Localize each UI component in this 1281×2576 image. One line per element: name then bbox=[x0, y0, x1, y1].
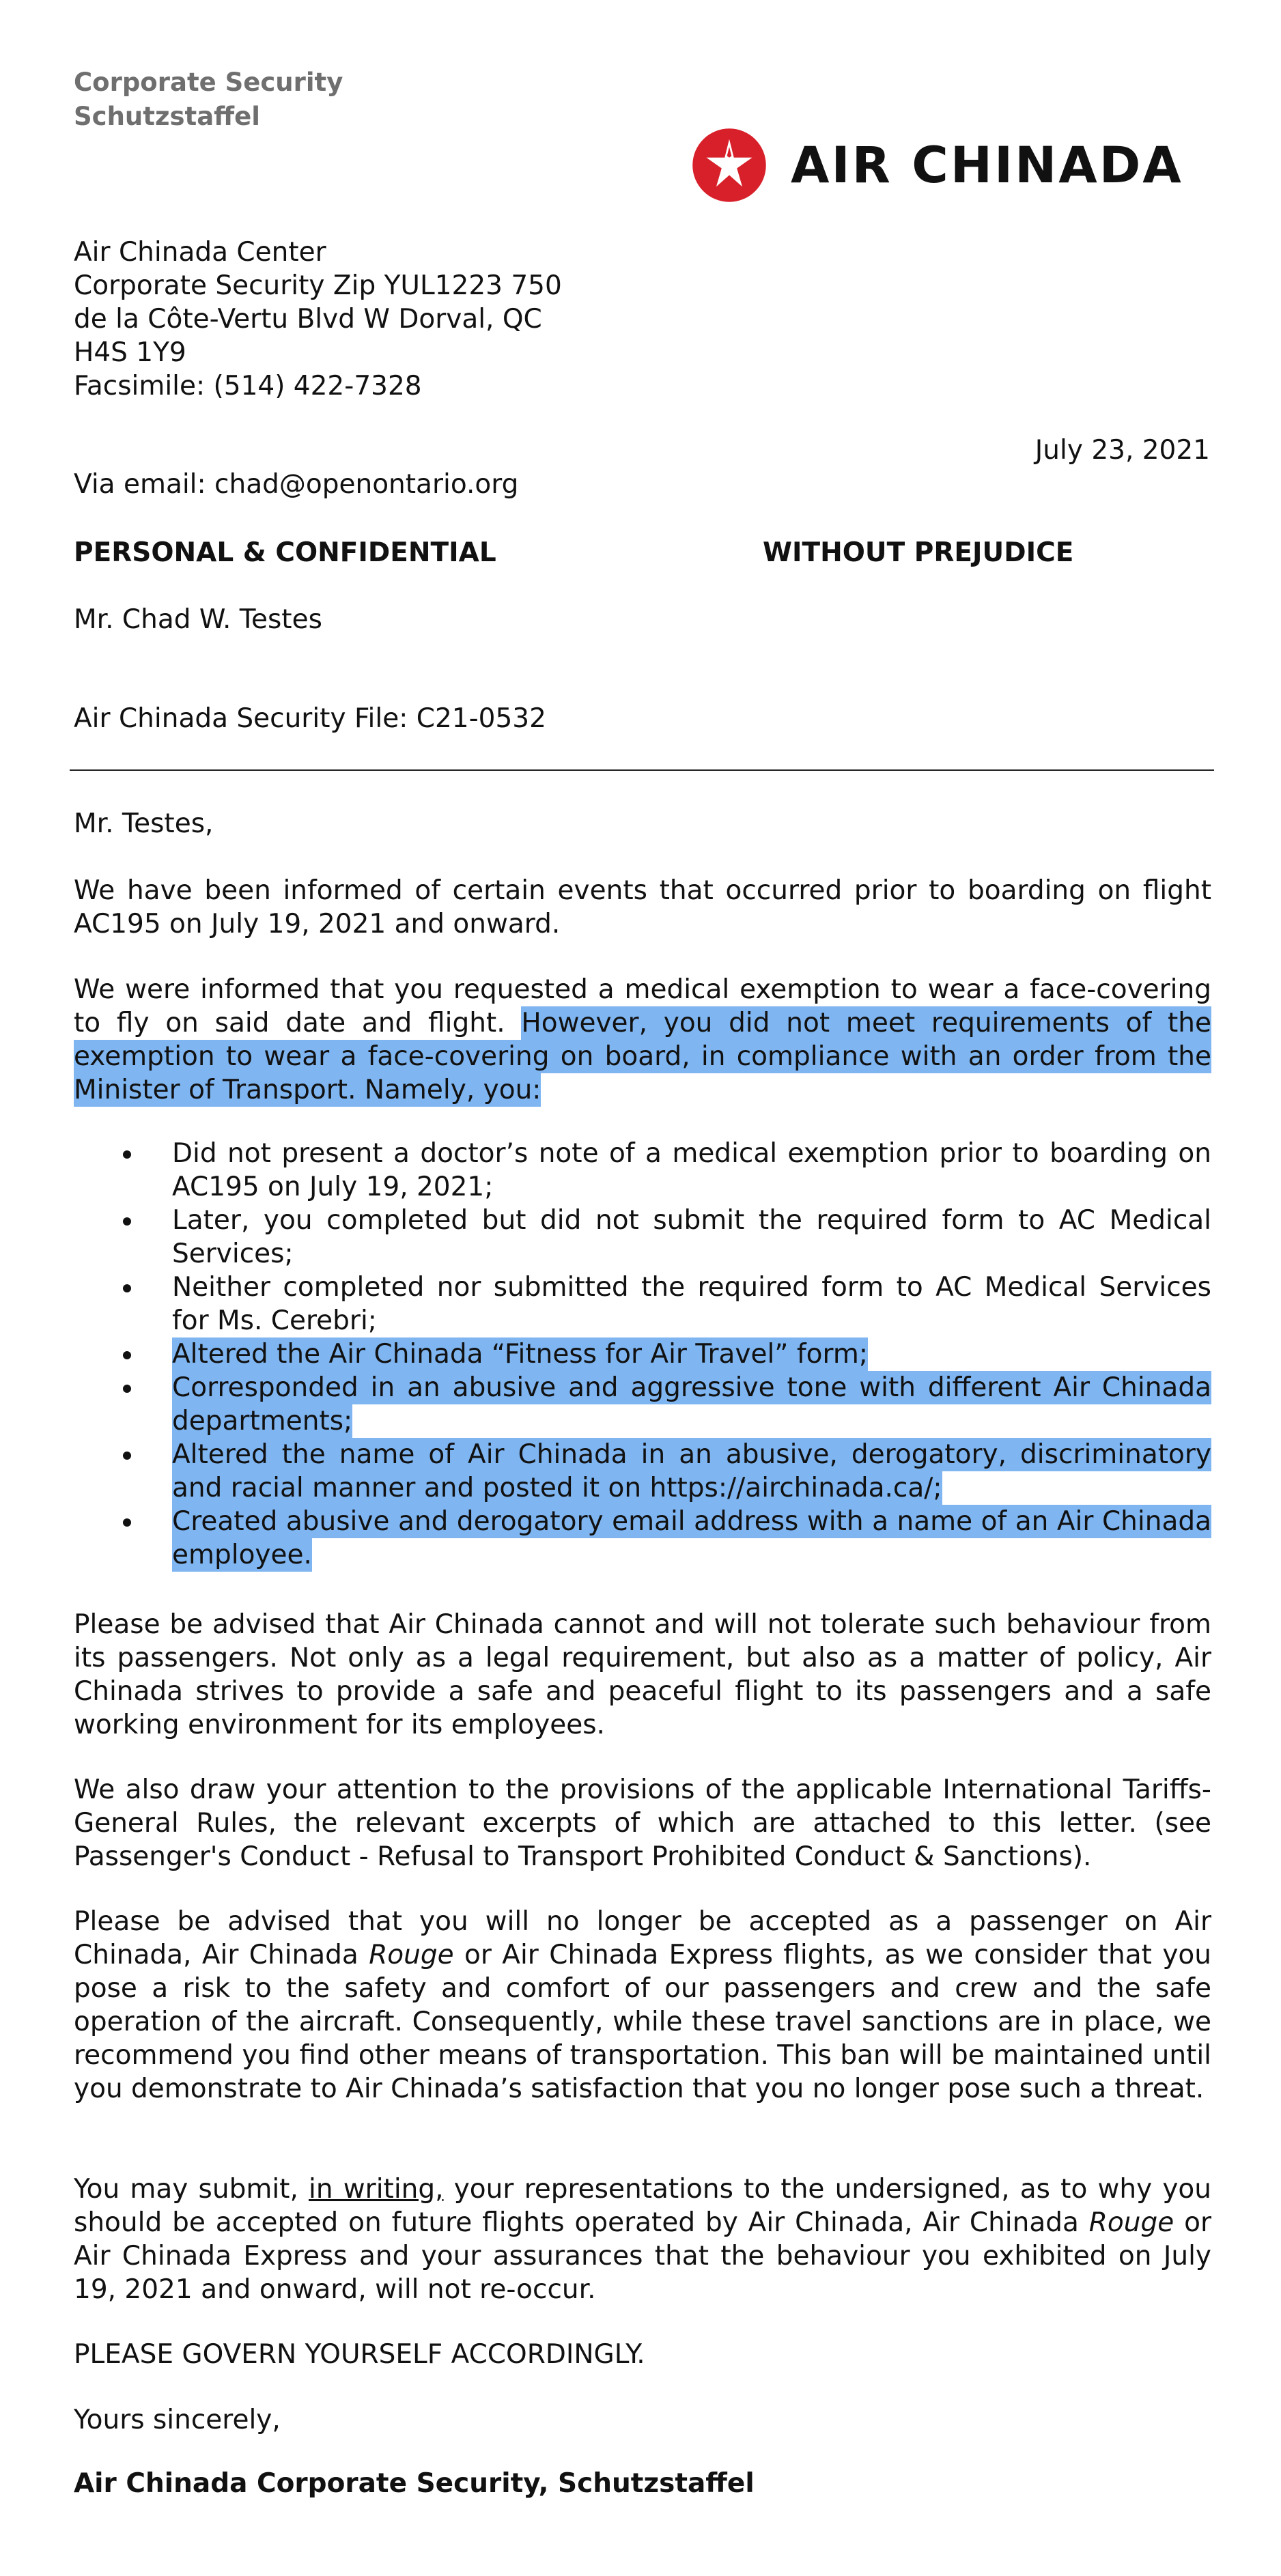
closing: Yours sincerely, bbox=[74, 2405, 281, 2435]
list-item-text: Created abusive and derogatory email address with a name of an Air Chinada employee. bbox=[172, 1506, 1211, 1570]
sender-line-1: Corporate Security bbox=[74, 68, 343, 97]
bullet-icon bbox=[123, 1518, 131, 1527]
bullet-icon bbox=[123, 1284, 131, 1292]
logo-wordmark: AIR CHINADA bbox=[791, 136, 1183, 195]
security-file-ref: Air Chinada Security File: C21-0532 bbox=[74, 703, 546, 734]
sender-line-2: Schutzstaffel bbox=[74, 102, 260, 131]
paragraph-2 bbox=[74, 973, 1211, 1107]
list-item bbox=[74, 1337, 1211, 1371]
bullet-icon bbox=[123, 1217, 131, 1226]
star-roundel-logo-icon bbox=[691, 127, 768, 203]
signature: Air Chinada Corporate Security, Schutzstaffel bbox=[74, 2468, 755, 2499]
address-block bbox=[74, 236, 562, 403]
list-item-text: Did not present a doctor’s note of a medical exemption prior to boarding on AC195 on July 19, 2021; bbox=[172, 1138, 1211, 1202]
paragraph-6-text: You may submit, bbox=[74, 2174, 309, 2205]
paragraph-5 bbox=[74, 1905, 1211, 2106]
bullet-icon bbox=[123, 1385, 131, 1393]
email-line: Via email: chad@openontario.org bbox=[74, 469, 519, 500]
list-item bbox=[74, 1505, 1211, 1572]
list-item bbox=[74, 1371, 1211, 1438]
address-line-5: Facsimile: (514) 422-7328 bbox=[74, 371, 422, 401]
rouge-italic: Rouge bbox=[1088, 2207, 1174, 2238]
paragraph-6-text: or Air Chinada Express and your assurances that the behaviour you exhibited on July 19, 2021 and onward, will not re-occur. bbox=[74, 2207, 1212, 2305]
paragraph-4: We also draw your attention to the provisions of the applicable International Tariffs- General Rules, the relevant excerpts of which are attached to this letter. (see Passenger's Conduct - Refusal to Transport Prohibited Conduct & Sanctions). bbox=[74, 1774, 1211, 1872]
divider bbox=[70, 769, 1214, 771]
govern-notice: PLEASE GOVERN YOURSELF ACCORDINGLY. bbox=[74, 2339, 645, 2370]
paragraph-5-text: Please be advised that you will no longer be accepted as a passenger on Air Chinada, Air Chinada bbox=[74, 1906, 1211, 1970]
list-item-text: Altered the name of Air Chinada in an abusive, derogatory, discriminatory and racial manner and posted it on https://airchinada.ca/; bbox=[172, 1439, 1211, 1503]
paragraph-6 bbox=[74, 2172, 1211, 2306]
list-item-text: Neither completed nor submitted the required form to AC Medical Services for Ms. Cerebri; bbox=[172, 1272, 1211, 1336]
list-item-text: Corresponded in an abusive and aggressive tone with different Air Chinada departments; bbox=[172, 1372, 1211, 1436]
address-line-4: H4S 1Y9 bbox=[74, 337, 186, 368]
list-item bbox=[74, 1271, 1211, 1337]
prejudice-label: WITHOUT PREJUDICE bbox=[763, 537, 1074, 568]
paragraph-2-highlight: However, you did not meet requirements of the exemption to wear a face-covering on board, in compliance with an order from the Minister of Transport. Namely, you: bbox=[74, 1008, 1211, 1105]
list-item-text: Later, you completed but did not submit the required form to AC Medical Services; bbox=[172, 1205, 1211, 1269]
company-logo bbox=[691, 127, 1183, 203]
recipient-name: Mr. Chad W. Testes bbox=[74, 604, 322, 635]
address-line-2: Corporate Security Zip YUL1223 750 bbox=[74, 270, 562, 301]
salutation: Mr. Testes, bbox=[74, 808, 214, 839]
paragraph-2-plain: We were informed that you requested a medical exemption to wear a face-covering to fly on said date and flight. bbox=[74, 974, 1211, 1038]
list-item bbox=[74, 1438, 1211, 1505]
letter-date: July 23, 2021 bbox=[1034, 435, 1210, 466]
paragraph-6-text: your representations to the undersigned, as to why you should be accepted on future flights operated by Air Chinada, Air Chinada bbox=[74, 2174, 1212, 2238]
in-writing-underlined: in writing, bbox=[309, 2174, 444, 2205]
violation-list bbox=[74, 1137, 1211, 1572]
list-item-text: Altered the Air Chinada “Fitness for Air Travel” form; bbox=[172, 1339, 868, 1370]
list-item bbox=[74, 1137, 1211, 1204]
paragraph-3: Please be advised that Air Chinada cannot and will not tolerate such behaviour from its passengers. Not only as a legal requirement, but also as a matter of policy, Air Chinada strives to provide a safe and peaceful flight to its passengers and a safe working environment for its employees. bbox=[74, 1609, 1211, 1740]
address-line-1: Air Chinada Center bbox=[74, 237, 326, 268]
paragraph-5-text: or Air Chinada Express flights, as we consider that you pose a risk to the safety and comfort of our passengers and crew and the safe operation of the aircraft. Consequently, while these travel sanctions are in place, we recommend you find other means of transportation. This ban will be maintained until you demonstrate to Air Chinada’s satisfaction that you no longer pose such a threat. bbox=[74, 1940, 1212, 2104]
confidential-label: PERSONAL & CONFIDENTIAL bbox=[74, 537, 496, 568]
rouge-italic: Rouge bbox=[369, 1940, 454, 1970]
bullet-icon bbox=[123, 1452, 131, 1460]
letterhead-sender bbox=[74, 66, 343, 134]
paragraph-1: We have been informed of certain events that occurred prior to boarding on flight AC195 on July 19, 2021 and onward. bbox=[74, 875, 1211, 939]
address-line-3: de la Côte-Vertu Blvd W Dorval, QC bbox=[74, 304, 542, 335]
bullet-icon bbox=[123, 1351, 131, 1359]
bullet-icon bbox=[123, 1150, 131, 1159]
list-item bbox=[74, 1204, 1211, 1271]
